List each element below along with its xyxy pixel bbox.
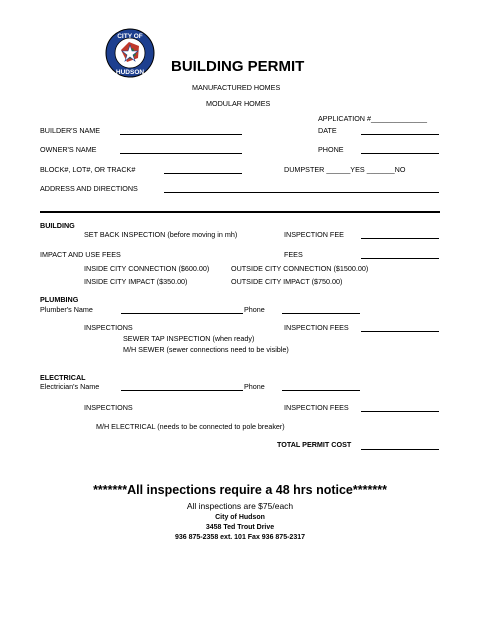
plumbing-fees-label: INSPECTION FEES [284,323,349,332]
owners-name-line[interactable] [120,153,242,154]
sewer-tap-inspection: SEWER TAP INSPECTION (when ready) [123,334,255,343]
fees-line[interactable] [361,258,439,259]
inspection-notice: *******All inspections require a 48 hrs notice******* [93,483,387,497]
block-lot-line[interactable] [164,173,242,174]
inspection-fee-line[interactable] [361,238,439,239]
phone-label: PHONE [318,145,344,154]
owners-name-label: OWNER'S NAME [40,145,97,154]
electrical-heading: ELECTRICAL [40,373,86,382]
mh-sewer: M/H SEWER (sewer connections need to be visible) [123,345,289,354]
plumber-phone-label: Phone [244,305,265,314]
total-permit-cost-line[interactable] [361,449,439,450]
electrical-inspections-label: INSPECTIONS [84,403,133,412]
address-label: ADDRESS AND DIRECTIONS [40,184,138,193]
electrician-phone-label: Phone [244,382,265,391]
plumber-phone-line[interactable] [282,313,360,314]
inspection-price: All inspections are $75/each [186,501,294,511]
block-lot-label: BLOCK#, LOT#, OR TRACK# [40,165,136,174]
electrical-fees-line[interactable] [361,411,439,412]
building-heading: BUILDING [40,221,75,230]
builders-name-line[interactable] [120,134,242,135]
application-number: APPLICATION #______________ [318,114,427,123]
org-name: City of Hudson [215,514,265,521]
address-line[interactable] [164,192,439,193]
seal-text-top: CITY OF [117,33,143,40]
seal-text-bottom: HUDSON [115,69,145,76]
plumbers-name-line[interactable] [121,313,243,314]
inspection-fee-label: INSPECTION FEE [284,230,344,239]
builders-name-label: BUILDER'S NAME [40,126,101,135]
outside-city-connection: OUTSIDE CITY CONNECTION ($1500.00) [231,264,369,273]
inside-city-connection: INSIDE CITY CONNECTION ($600.00) [84,264,210,273]
phone-line[interactable] [361,153,439,154]
setback-inspection: SET BACK INSPECTION (before moving in mh) [84,230,238,239]
plumbers-name-label: Plumber's Name [40,305,93,314]
mh-electrical: M/H ELECTRICAL (needs to be connected to pole breaker) [96,422,285,431]
date-line[interactable] [361,134,439,135]
outside-city-impact: OUTSIDE CITY IMPACT ($750.00) [231,277,343,286]
electrical-fees-label: INSPECTION FEES [284,403,349,412]
electrician-phone-line[interactable] [282,390,360,391]
plumbing-inspections-label: INSPECTIONS [84,323,133,332]
plumbing-fees-line[interactable] [361,331,439,332]
section-divider [40,211,440,213]
date-label: DATE [318,126,337,135]
page-title: BUILDING PERMIT [171,58,305,75]
city-seal-logo [105,28,155,78]
fees-label: FEES [284,250,303,259]
subtitle-modular: MODULAR HOMES [206,99,271,108]
org-address: 3458 Ted Trout Drive [205,524,275,531]
org-contact: 936 875-2358 ext. 101 Fax 936 875-2317 [175,534,305,541]
electricians-name-label: Electrician's Name [40,382,100,391]
plumbing-heading: PLUMBING [40,295,79,304]
electricians-name-line[interactable] [121,390,243,391]
inside-city-impact: INSIDE CITY IMPACT ($350.00) [84,277,188,286]
subtitle-manufactured: MANUFACTURED HOMES [192,83,281,92]
impact-fees-label: IMPACT AND USE FEES [40,250,121,259]
total-permit-cost-label: TOTAL PERMIT COST [277,440,352,449]
dumpster-label: DUMPSTER ______YES _______NO [284,165,406,174]
